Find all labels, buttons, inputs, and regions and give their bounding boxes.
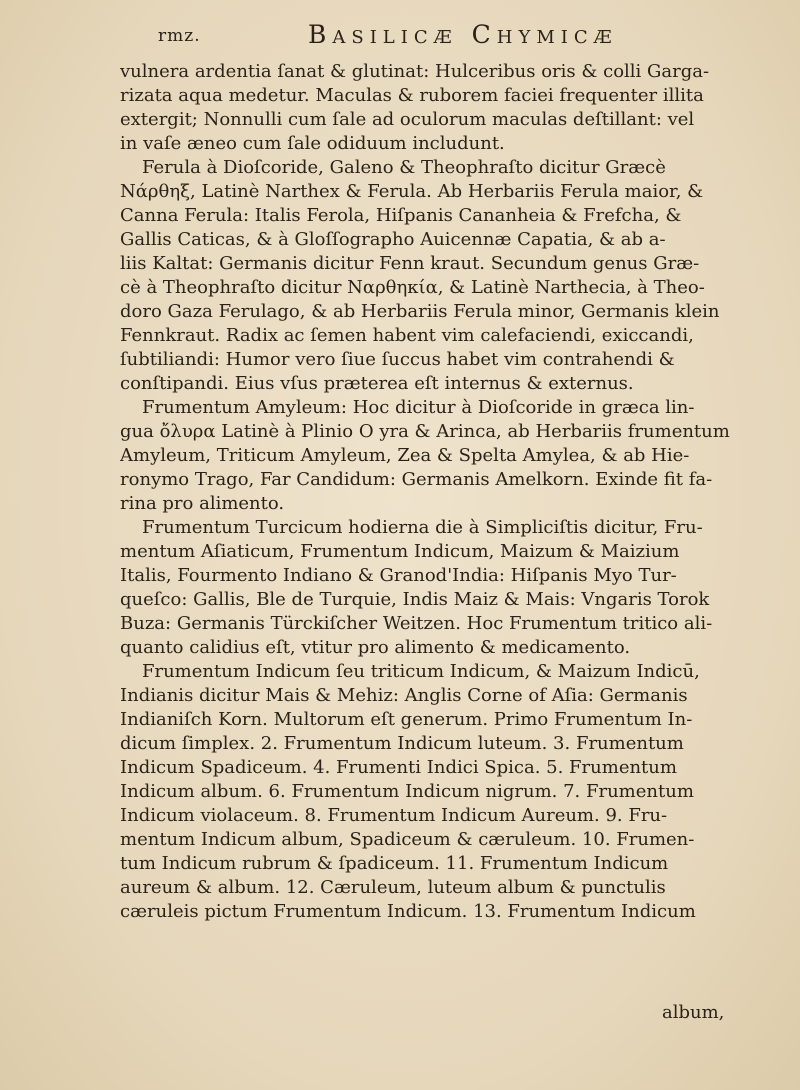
text-line: cè à Theophraſto dicitur Ναρθηκία, & Latinè Narthecia, à Theo- <box>120 277 705 298</box>
text-line: Gallis Caticas, & à Gloſſographo Auicennæ Capatia, & ab a- <box>120 229 666 250</box>
text-line: liis Kaltat: Germanis dicitur Fenn kraut. Secundum genus Græ- <box>120 253 700 274</box>
text-line: ſubtiliandi: Humor vero ſiue ſuccus habet vim contrahendi & <box>120 349 675 370</box>
text-line: Frumentum Turcicum hodierna die à Simpliciſtis dicitur, Fru- <box>142 517 703 538</box>
text-line: Italis, Fourmento Indiano & Granod'India: Hiſpanis Myo Tur- <box>120 565 677 586</box>
text-line: Indicum violaceum. 8. Frumentum Indicum Aureum. 9. Fru- <box>120 805 668 826</box>
page-header <box>158 16 758 56</box>
text-line: rizata aqua medetur. Maculas & ruborem faciei frequenter illita <box>120 85 704 106</box>
running-title: Basilicæ Chymicæ <box>308 20 618 49</box>
text-line: in vaſe æneo cum ſale odiduum includunt. <box>120 133 505 154</box>
text-line: aureum & album. 12. Cæruleum, luteum album & punctulis <box>120 877 666 898</box>
text-line: Canna Ferula: Italis Ferola, Hiſpanis Cananheia & Frefcha, & <box>120 205 682 226</box>
text-line: queſco: Gallis, Ble de Turquie, Indis Maiz & Mais: Vngaris Torok <box>120 589 710 610</box>
text-line: vulnera ardentia ſanat & glutinat: Hulceribus oris & colli Garga- <box>120 61 710 82</box>
text-line: gua ὄλυρα Latinè à Plinio O yra & Arinca, ab Herbariis frumentum <box>120 421 730 442</box>
text-line: Amyleum, Triticum Amyleum, Zea & Spelta Amylea, & ab Hie- <box>120 445 690 466</box>
text-line: Fennkraut. Radix ac ſemen habent vim calefaciendi, exiccandi, <box>120 325 694 346</box>
text-line: mentum Aſiaticum, Frumentum Indicum, Maizum & Maizium <box>120 541 680 562</box>
text-line: Buza: Germanis Türckiſcher Weitzen. Hoc Frumentum tritico ali- <box>120 613 713 634</box>
text-line: Frumentum Indicum ſeu triticum Indicum, & Maizum Indicū, <box>142 661 700 682</box>
body-text <box>120 60 760 924</box>
text-line: Indicum Spadiceum. 4. Frumenti Indici Spica. 5. Frumentum <box>120 757 677 778</box>
text-line: Indicum album. 6. Frumentum Indicum nigrum. 7. Frumentum <box>120 781 694 802</box>
text-line: doro Gaza Ferulago, & ab Herbariis Ferula minor, Germanis klein <box>120 301 720 322</box>
text-line: rina pro alimento. <box>120 493 285 514</box>
text-line: ronymo Trago, Far Candidum: Germanis Amelkorn. Exinde fit fa- <box>120 469 713 490</box>
text-line: quanto calidius eſt, vtitur pro alimento & medicamento. <box>120 637 631 658</box>
catchword: album, <box>662 1002 725 1023</box>
text-line: dicum ſimplex. 2. Frumentum Indicum luteum. 3. Frumentum <box>120 733 684 754</box>
text-line: Indianis dicitur Mais & Mehiz: Anglis Corne of Aſia: Germanis <box>120 685 688 706</box>
text-line: Frumentum Amyleum: Hoc dicitur à Dioſcoride in græca lin- <box>142 397 695 418</box>
text-line: Νάρθηξ, Latinè Narthex & Ferula. Ab Herbariis Ferula maior, & <box>120 181 704 202</box>
text-line: cæruleis pictum Frumentum Indicum. 13. Frumentum Indicum <box>120 901 696 922</box>
text-line: Ferula à Dioſcoride, Galeno & Theophraſto dicitur Græcè <box>142 157 666 178</box>
text-line: extergit; Nonnulli cum ſale ad oculorum maculas deſtillant: vel <box>120 109 695 130</box>
text-line: tum Indicum rubrum & ſpadiceum. 11. Frumentum Indicum <box>120 853 669 874</box>
text-line: mentum Indicum album, Spadiceum & cæruleum. 10. Frumen- <box>120 829 695 850</box>
text-line: Indianiſch Korn. Multorum eſt generum. Primo Frumentum In- <box>120 709 693 730</box>
folio-number: rmz. <box>158 26 201 46</box>
text-line: conſtipandi. Eius vſus præterea eſt internus & externus. <box>120 373 634 394</box>
